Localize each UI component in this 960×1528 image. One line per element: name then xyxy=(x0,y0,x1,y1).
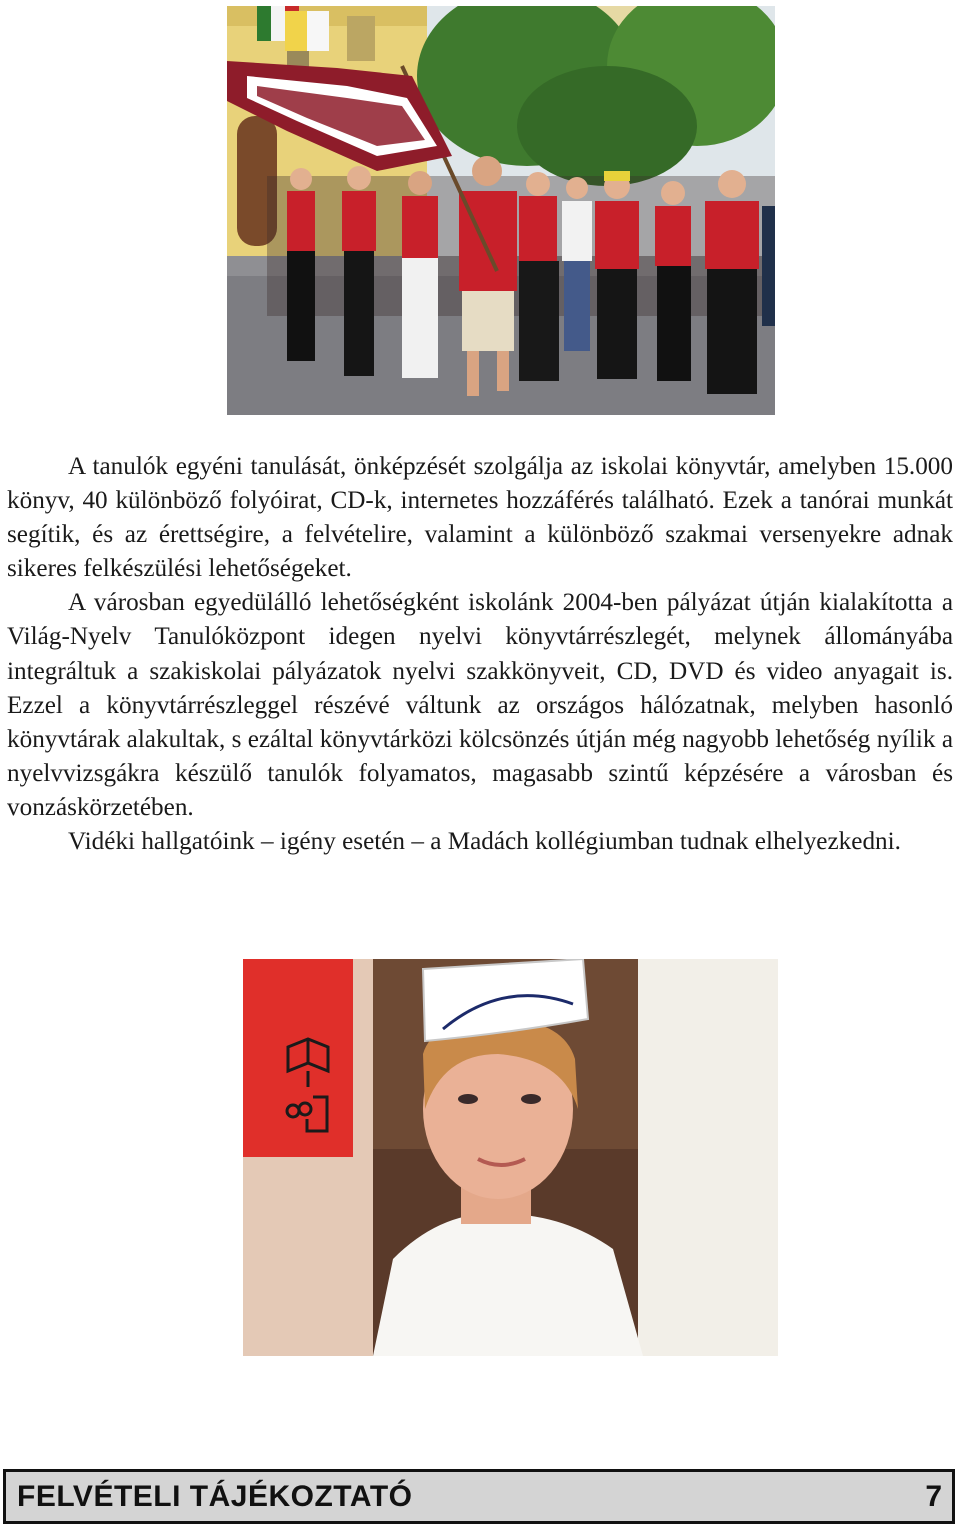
student-chef-hat-photo xyxy=(243,959,778,1356)
page-number: 7 xyxy=(925,1480,942,1513)
student-parade-photo xyxy=(227,6,775,415)
paragraph-dormitory: Vidéki hallgatóink – igény esetén – a Madách kollégiumban tudnak elhelyezkedni. xyxy=(68,828,901,856)
footer-banner xyxy=(3,1469,955,1524)
footer-title: FELVÉTELI TÁJÉKOZTATÓ xyxy=(17,1480,413,1513)
paragraph-library: A tanulók egyéni tanulását, önképzését szolgálja az iskolai könyvtár, amelyben 15.000 könyv, 40 különböző folyóirat, CD-k, internetes hozzáférés található. Ezek a tanórai munkát segítik, és az érettségire, a felvételire, valamint a különböző szakmai versenyekre adnak sikeres felkészülési lehetőségeket. xyxy=(7,453,953,583)
body-text xyxy=(7,450,953,859)
paragraph-language-center: A városban egyedülálló lehetőségként iskolánk 2004-ben pályázat útján kialakította a Világ-Nyelv Tanulóközpont idegen nyelvi könyvtárrészlegét, melynek állományába integráltuk a szakiskolai pályázatok nyelvi szakkönyveit, CD, DVD és video anyagait is. Ezzel a könyvtárrészleggel részévé váltunk az országos hálózatnak, melyben hasonló könyvtárak alakultak, s ezáltal könyvtárközi kölcsönzés útján még nagyobb lehetőség nyílik a nyelvvizsgákra készülő tanulók folyamatos, magasabb szintű képzésére a városban és vonzáskörzetében. xyxy=(7,589,953,821)
